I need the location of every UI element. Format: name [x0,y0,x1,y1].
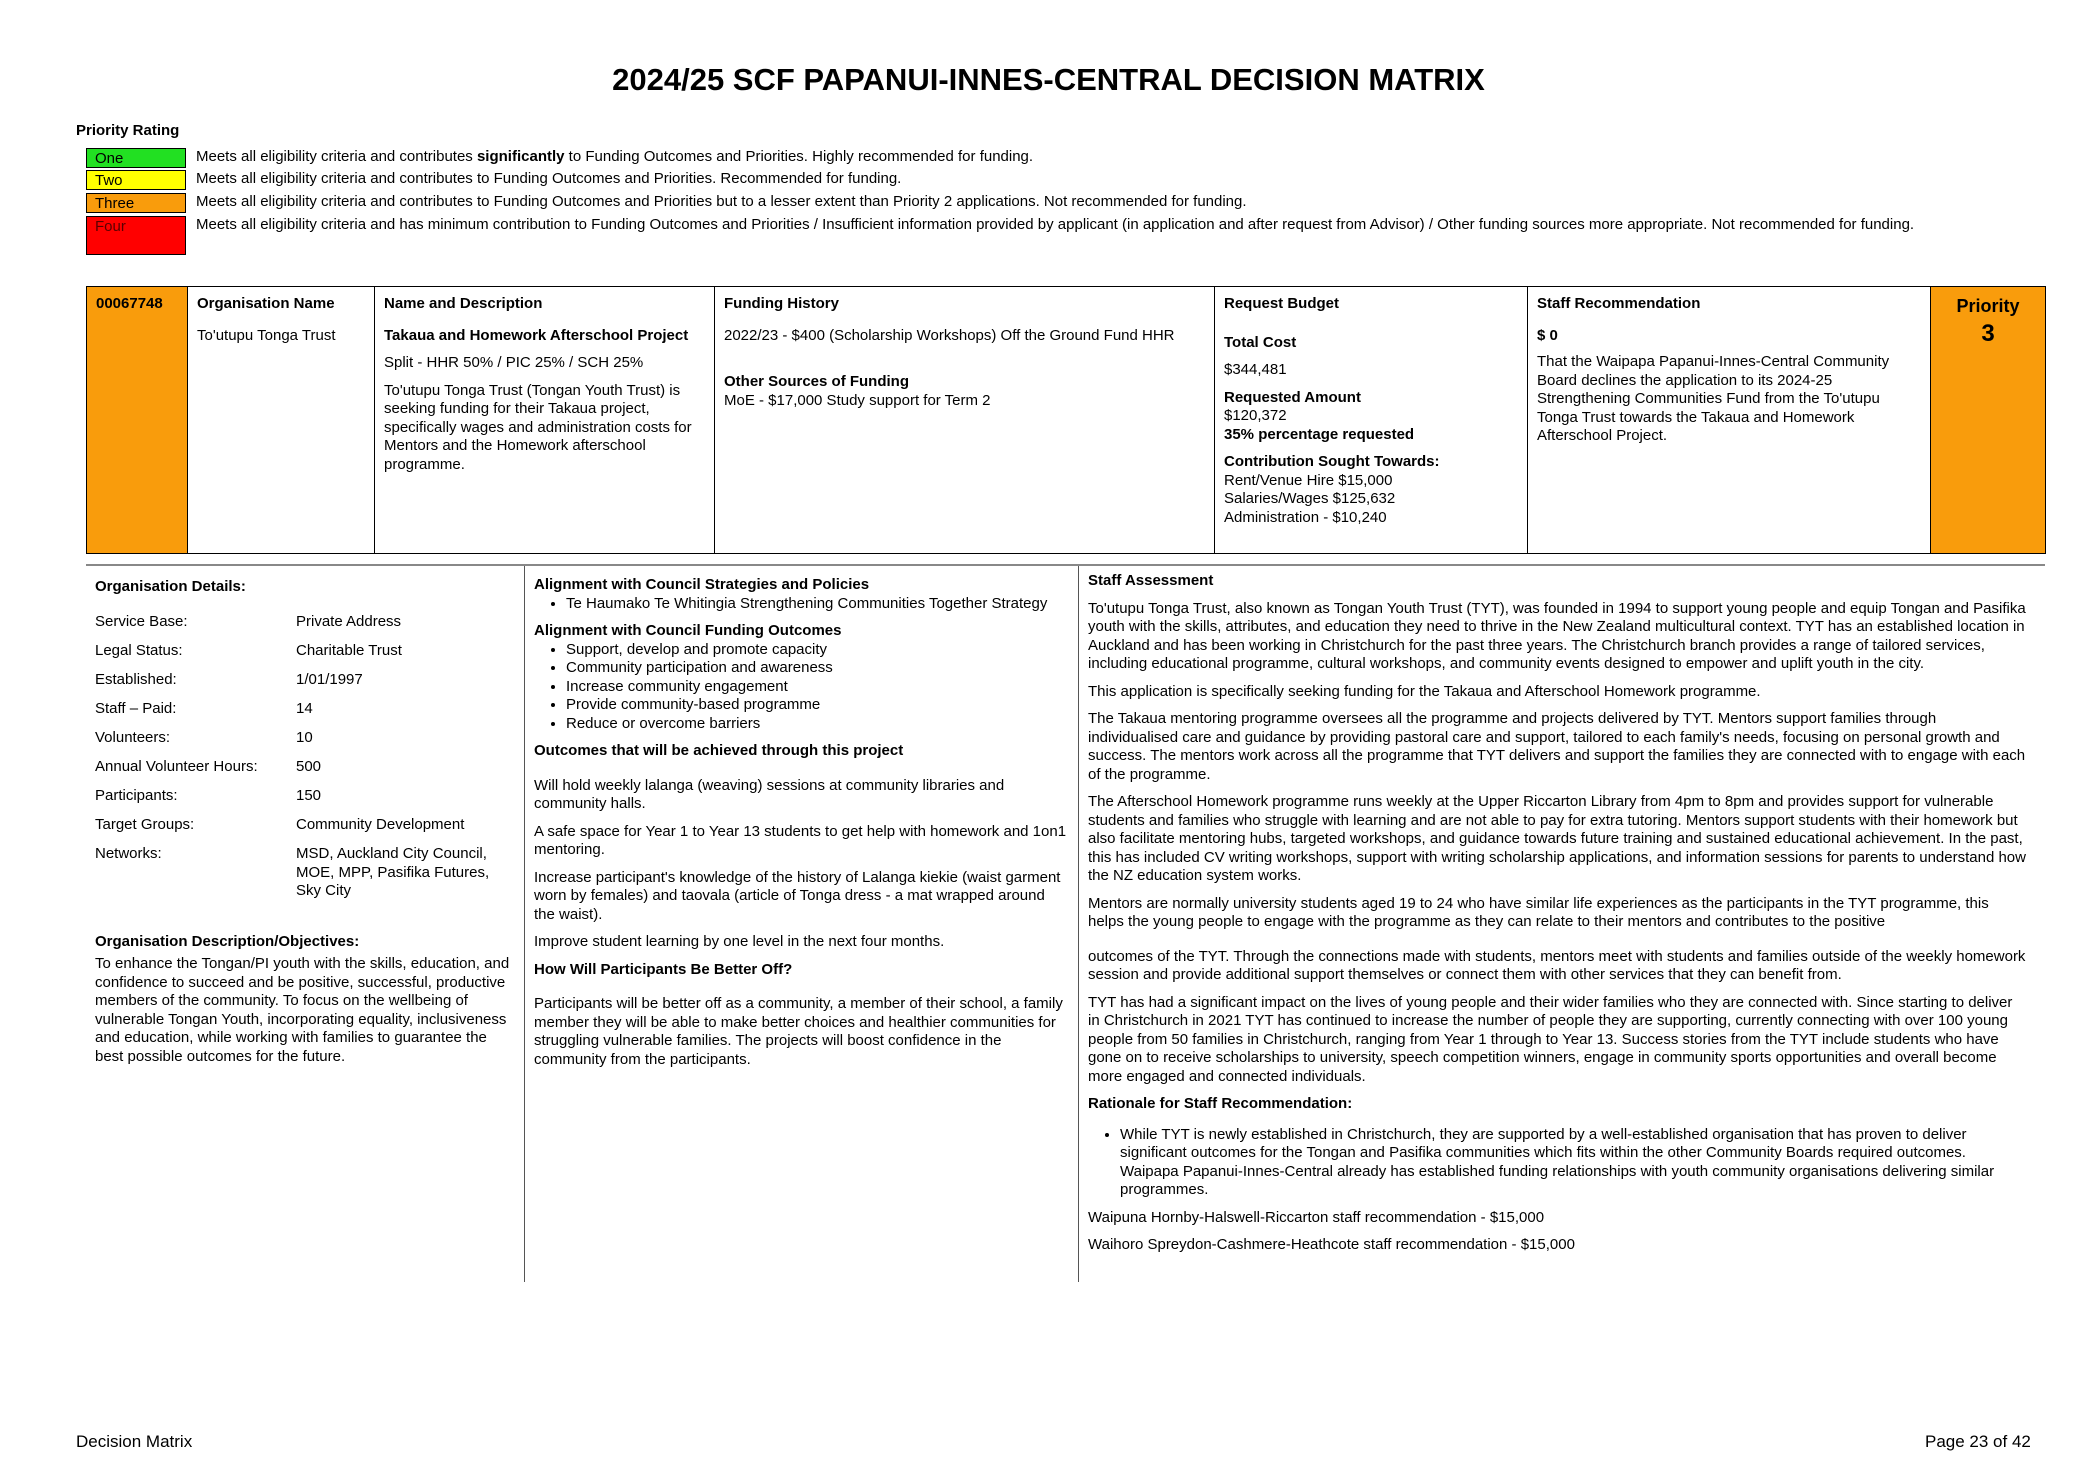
priority-legend-text: Meets all eligibility criteria and contributes to Funding Outcomes and Priorities but to a lesser extent than Priority 2 applications. Not recommended for funding. [196,193,1247,210]
total-cost: $344,481 [1224,361,1287,378]
funding-outcome-item: • Provide community-based programme [566,696,1069,715]
assessment-paragraph: To'utupu Tonga Trust, also known as Tongan Youth Trust (TYT), was founded in 1994 to support young people and equip Tongan and Pasifika youth with the skills, attributes, and education they need to thrive in the New Zealand multicultural context. TYT has an established location in Auckland and has been working in Christchurch for the past three years. The Christchurch branch provides a range of tailored services, including educational programme, cultural workshops, and community events designed to empower and uplift youth in the city. [1088,599,2026,672]
outcomes-heading: Outcomes that will be achieved through this project [534,742,904,759]
application-id: 00067748 [96,295,163,312]
assessment-paragraph: This application is specifically seeking funding for the Takaua and Afterschool Homework programme. [1088,682,1761,700]
detail-row: Established: 1/01/1997 [95,671,363,688]
priority-legend-row-four [86,216,2076,255]
better-off-heading: How Will Participants Be Better Off? [534,960,793,978]
organisation-description: To enhance the Tongan/PI youth with the skills, education, and confidence to succeed and be positive, successful, productive members of the community. To focus on the wellbeing of vulnerable Tongan Youth, incorporating equality, inclusiveness and education, while working with families to guarantee the best possible outcomes for the future. [95,955,510,1065]
outcome-paragraph: Improve student learning by one level in the next four months. [534,933,945,950]
detail-row: Service Base: Private Address [95,613,402,630]
staff-recommendation-amount: $ 0 [1537,326,1558,344]
other-board-recommendation: Waipuna Hornby-Halswell-Riccarton staff recommendation - $15,000 [1088,1208,1545,1226]
name-description-label: Name and Description [384,295,543,312]
organisation-name-label: Organisation Name [197,295,335,312]
requested-amount: $120,372 [1224,407,1287,424]
staff-recommendation-label: Staff Recommendation [1537,295,1701,312]
outcome-paragraph: Will hold weekly lalanga (weaving) sessions at community libraries and community halls. [534,776,1005,812]
footer-title: Decision Matrix [76,1432,193,1451]
request-budget-label: Request Budget [1224,295,1340,312]
staff-assessment-column [1088,572,2028,1255]
staff-recommendation-text: That the Waipapa Papanui-Innes-Central Community Board declines the application to its 2024-25 Strengthening Communities Fund from the To'utupu Tonga Trust towards the Takaua and Homework Afterschool Project. [1537,353,1890,444]
priority-legend-row-three [86,193,2076,213]
project-title: Takaua and Homework Afterschool Project [384,326,689,344]
priority-swatch-four: Four [86,216,186,255]
funding-outcome-item: • Increase community engagement [566,678,1069,697]
detail-row: Staff – Paid: 14 [95,700,313,717]
priority-value: 3 [1981,319,1995,347]
detail-row: Volunteers: 10 [95,729,313,746]
funding-history-cell [715,287,1215,554]
organisation-name: To'utupu Tonga Trust [197,326,336,344]
name-description-cell [375,287,715,554]
priority-legend-row-two [86,170,2076,190]
funding-outcomes-heading: Alignment with Council Funding Outcomes [534,622,842,639]
detail-row: Participants: 150 [95,787,322,804]
priority-legend-text: Meets all eligibility criteria and has minimum contribution to Funding Outcomes and Priorities / Insufficient information provided by applicant (in application and after request from Advisor) / Other funding sources more appropriate. Not recommended for funding. [196,216,1915,233]
better-off-text: Participants will be better off as a community, a member of their school, a family member they will be able to make better choices and healthier communities for struggling vulnerable families. The projects will boost confidence in the community from the participants. [534,995,1063,1068]
application-id-cell [87,287,188,554]
percentage-requested: 35% percentage requested [1224,425,1415,443]
detail-row: Annual Volunteer Hours: 500 [95,758,322,775]
funding-history: 2022/23 - $400 (Scholarship Workshops) Off the Ground Fund HHR [724,326,1175,344]
column-divider [524,566,525,1282]
funding-split: Split - HHR 50% / PIC 25% / SCH 25% [384,354,644,371]
contribution-item: Salaries/Wages $125,632 [1224,490,1396,507]
request-budget-cell [1215,287,1528,554]
outcome-paragraph: A safe space for Year 1 to Year 13 students to get help with homework and 1on1 mentoring. [534,822,1067,858]
column-divider [1078,566,1079,1282]
staff-recommendation-cell [1528,287,1931,554]
priority-swatch-three: Three [86,193,186,213]
contribution-item: Administration - $10,240 [1224,508,1387,526]
priority-legend-row-one [86,148,2076,168]
page-number: Page 23 of 42 [1925,1432,2031,1451]
page-title: 2024/25 SCF PAPANUI-INNES-CENTRAL DECISION MATRIX [612,62,1485,97]
section-divider [86,564,2045,566]
council-strategy-item: • Te Haumako Te Whitingia Strengthening Communities Together Strategy [566,595,1069,614]
funding-outcome-item: • Reduce or overcome barriers [566,715,1069,734]
staff-assessment-heading: Staff Assessment [1088,572,1214,589]
other-sources: MoE - $17,000 Study support for Term 2 [724,391,991,409]
other-board-recommendation: Waihoro Spreydon-Cashmere-Heathcote staff recommendation - $15,000 [1088,1236,1575,1253]
requested-amount-label: Requested Amount [1224,388,1361,406]
contribution-label: Contribution Sought Towards: [1224,453,1440,470]
priority-swatch-one: One [86,148,186,168]
assessment-paragraph: The Takaua mentoring programme oversees all the programme and projects delivered by TYT. Mentors support families through individualised care and guidance by providing pastoral care and support, tailored to each family's needs, focusing on personal growth and success. The mentors work across all the programme that TYT delivers and support the families they are connected with to engage with each of the programme. [1088,710,2026,783]
organisation-details-heading: Organisation Details: [95,578,246,595]
organisation-description-heading: Organisation Description/Objectives: [95,932,360,950]
funding-outcome-item: • Support, develop and promote capacity [566,641,1069,660]
organisation-name-cell [188,287,375,554]
other-sources-label: Other Sources of Funding [724,373,910,390]
priority-cell [1931,287,2046,554]
funding-history-label: Funding History [724,295,839,312]
application-summary-table [86,286,2046,554]
organisation-details-column [95,578,515,1066]
total-cost-label: Total Cost [1224,333,1297,351]
priority-legend-text: Meets all eligibility criteria and contributes significantly to Funding Outcomes and Priorities. Highly recommended for funding. [196,148,1034,165]
priority-label: Priority [1956,296,2020,316]
rationale-heading: Rationale for Staff Recommendation: [1088,1095,1353,1112]
detail-row: Target Groups: Community Development [95,816,465,833]
assessment-paragraph: The Afterschool Homework programme runs weekly at the Upper Riccarton Library from 4pm to 8pm and provides support for vulnerable students and families who struggle with learning and are not able to pay for extra tutoring. Mentors support students with their homework but also facilitate mentoring hubs, targeted workshops, and guidance towards future training and sustained educational achievement. In the past, this has included CV writing workshops, support with writing scholarship applications, and information sessions for parents to understand how the NZ education system works. [1088,793,2026,884]
assessment-paragraph: TYT has had a significant impact on the lives of young people and their wider families who they are connected with. Since starting to deliver in Christchurch in 2021 TYT has continued to increase the number of people they are supporting, currently connecting with over 100 young people from 50 families in Christchurch, ranging from Year 1 through to Year 13. Success stories from the TYT include students who have gone on to receive scholarships to university, speech competition winners, engage in community sports opportunities and overall become more engaged and connected individuals. [1088,993,2013,1085]
priority-legend-text: Meets all eligibility criteria and contributes to Funding Outcomes and Priorities. Recommended for funding. [196,170,902,187]
priority-rating-heading: Priority Rating [76,122,180,139]
council-strategies-heading: Alignment with Council Strategies and Policies [534,576,870,593]
contribution-item: Rent/Venue Hire $15,000 [1224,471,1393,489]
priority-swatch-two: Two [86,170,186,190]
alignment-column [534,576,1069,1069]
project-description: To'utupu Tonga Trust (Tongan Youth Trust) is seeking funding for their Takaua project, specifically wages and administration costs for Mentors and the Homework afterschool programme. [384,381,692,473]
outcome-paragraph: Increase participant's knowledge of the history of Lalanga kiekie (waist garment worn by females) and taovala (article of Tonga dress - a mat wrapped around the waist). [534,868,1061,923]
detail-row: Networks: MSD, Auckland City Council, MOE, MPP, Pasifika Futures, Sky City [95,845,490,899]
rationale-item: • While TYT is newly established in Christchurch, they are supported by a well-established organisation that has proven to deliver significant outcomes for the Tongan and Pasifika communities which fits within the other Community Boards required outcomes. Waipapa Papanui-Innes-Central already has established funding relationships with youth community organisations delivering similar programmes. [1120,1126,2028,1200]
detail-row: Legal Status: Charitable Trust [95,642,402,659]
assessment-paragraph: Mentors are normally university students aged 19 to 24 who have similar life experiences as the participants in the TYT programme, this helps the young people to engage with the programme as they can relate to their mentors and contributes to the positive [1088,894,1989,930]
funding-outcome-item: • Community participation and awareness [566,659,1069,678]
assessment-paragraph: outcomes of the TYT. Through the connections made with students, mentors meet with students and families outside of the weekly homework session and provide additional support themselves or connect them with other services that they can benefit from. [1088,947,2026,983]
